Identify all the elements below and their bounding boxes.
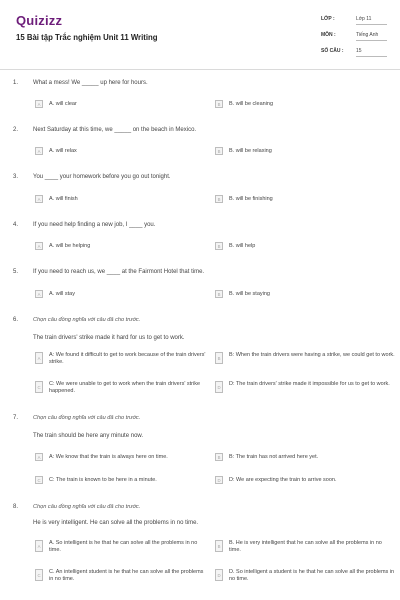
option-b[interactable]	[215, 352, 395, 364]
question-number: 6.	[13, 317, 19, 323]
option-a[interactable]	[35, 352, 207, 367]
option-letter: B	[215, 195, 223, 203]
option-text: B. will be finishing	[229, 196, 273, 202]
question-text: You ____ your homework before you go out tonight.	[33, 174, 171, 180]
question-number: 2.	[13, 127, 19, 133]
option-letter: C	[35, 381, 43, 393]
question-text: If you need help finding a new job, I ____ you.	[33, 222, 156, 228]
option-text: A. So intelligent is he that he can solve all the problems in no time.	[49, 540, 198, 554]
question-text: If you need to reach us, we ____ at the Fairmont Hotel that time.	[33, 269, 205, 275]
option-letter: A	[35, 242, 43, 250]
option-text: B: The train has not arrived here yet.	[229, 454, 319, 460]
option-letter: B	[215, 290, 223, 298]
option-letter: A	[35, 352, 43, 364]
option-a[interactable]	[35, 100, 77, 108]
option-letter: C	[35, 476, 43, 484]
question-text: What a mess! We _____ up here for hours.	[33, 80, 148, 86]
question-text: Next Saturday at this time, we _____ on the beach in Mexico.	[33, 127, 197, 133]
option-letter: A	[35, 290, 43, 298]
option-b[interactable]	[215, 290, 270, 298]
option-letter: B	[215, 540, 223, 552]
meta-value: 15	[356, 48, 387, 57]
option-d[interactable]	[215, 476, 337, 484]
option-d[interactable]	[215, 569, 395, 584]
option-b[interactable]	[215, 242, 255, 250]
option-b[interactable]	[215, 540, 395, 555]
option-text: B. will be cleaning	[229, 101, 274, 107]
option-text: B. will be staying	[229, 291, 270, 297]
header-divider	[0, 69, 400, 70]
question-text: He is very intelligent. He can solve all the problems in no time.	[33, 520, 199, 526]
option-text: D: The train drivers' strike made it impossible for us to get to work.	[229, 381, 390, 387]
option-a[interactable]	[35, 540, 207, 555]
meta-value: Lớp 11	[356, 16, 387, 25]
question-number: 5.	[13, 269, 19, 275]
meta-label: SỐ CÂU :	[321, 48, 344, 54]
option-a[interactable]	[35, 242, 90, 250]
meta-count	[321, 46, 387, 60]
option-text: A: We found it difficult to get to work because of the train drivers' strike.	[49, 352, 206, 366]
option-text: B: When the train drivers were having a strike, we could get to work.	[229, 352, 395, 358]
question-number: 1.	[13, 80, 19, 86]
question-number: 4.	[13, 222, 19, 228]
question-number: 7.	[13, 415, 19, 421]
option-text: A. will be helping	[49, 243, 91, 249]
option-b[interactable]	[215, 453, 318, 461]
option-text: A: We know that the train is always here on time.	[49, 454, 168, 460]
option-letter: B	[215, 242, 223, 250]
option-c[interactable]	[35, 476, 157, 484]
question-number: 3.	[13, 174, 19, 180]
option-d[interactable]	[215, 381, 395, 393]
meta-value: Tiếng Anh	[356, 32, 387, 41]
quizizz-logo: Quizizz	[16, 13, 63, 28]
option-letter: A	[35, 195, 43, 203]
option-letter: C	[35, 569, 43, 581]
option-letter: B	[215, 147, 223, 155]
option-text: B. He is very intelligent that he can solve all the problems in no time.	[229, 540, 382, 554]
option-text: A. will finish	[49, 196, 78, 202]
option-letter: D	[215, 476, 223, 484]
page-title: 15 Bài tập Trắc nghiệm Unit 11 Writing	[16, 33, 158, 42]
option-text: A. will stay	[49, 291, 75, 297]
option-b[interactable]	[215, 195, 273, 203]
option-text: D: We are expecting the train to arrive soon.	[229, 477, 337, 483]
option-c[interactable]	[35, 381, 207, 396]
question-text: The train should be here any minute now.	[33, 433, 144, 439]
option-b[interactable]	[215, 147, 272, 155]
option-b[interactable]	[215, 100, 273, 108]
option-letter: B	[215, 352, 223, 364]
option-text: B. will be relaxing	[229, 148, 272, 154]
question-instruction: Chọn câu đồng nghĩa với câu đã cho trước.	[33, 317, 141, 323]
option-text: A. will relax	[49, 148, 77, 154]
option-text: D. So intelligent a student is he that he can solve all the problems in no time.	[229, 569, 395, 583]
question-number: 8.	[13, 504, 19, 510]
meta-grade	[321, 14, 387, 28]
option-letter: A	[35, 453, 43, 461]
option-a[interactable]	[35, 195, 78, 203]
option-text: C: The train is known to be here in a minute.	[49, 477, 157, 483]
option-text: C: We were unable to get to work when the train drivers' strike happened.	[49, 381, 201, 395]
option-letter: B	[215, 100, 223, 108]
option-a[interactable]	[35, 147, 77, 155]
option-text: B. will help	[229, 243, 256, 249]
meta-label: MÔN :	[321, 32, 336, 38]
option-letter: A	[35, 540, 43, 552]
option-letter: B	[215, 453, 223, 461]
option-a[interactable]	[35, 290, 75, 298]
option-a[interactable]	[35, 453, 168, 461]
meta-subject	[321, 30, 387, 44]
question-instruction: Chọn câu đồng nghĩa với câu đã cho trước.	[33, 504, 141, 510]
question-text: The train drivers' strike made it hard for us to get to work.	[33, 335, 185, 341]
option-c[interactable]	[35, 569, 207, 584]
meta-label: LỚP :	[321, 16, 335, 22]
option-text: C. An intelligent student is he that he can solve all the problems in no time.	[49, 569, 204, 583]
question-instruction: Chọn câu đồng nghĩa với câu đã cho trước.	[33, 415, 141, 421]
option-text: A. will clear	[49, 101, 77, 107]
option-letter: A	[35, 147, 43, 155]
option-letter: D	[215, 569, 223, 581]
option-letter: D	[215, 381, 223, 393]
option-letter: A	[35, 100, 43, 108]
